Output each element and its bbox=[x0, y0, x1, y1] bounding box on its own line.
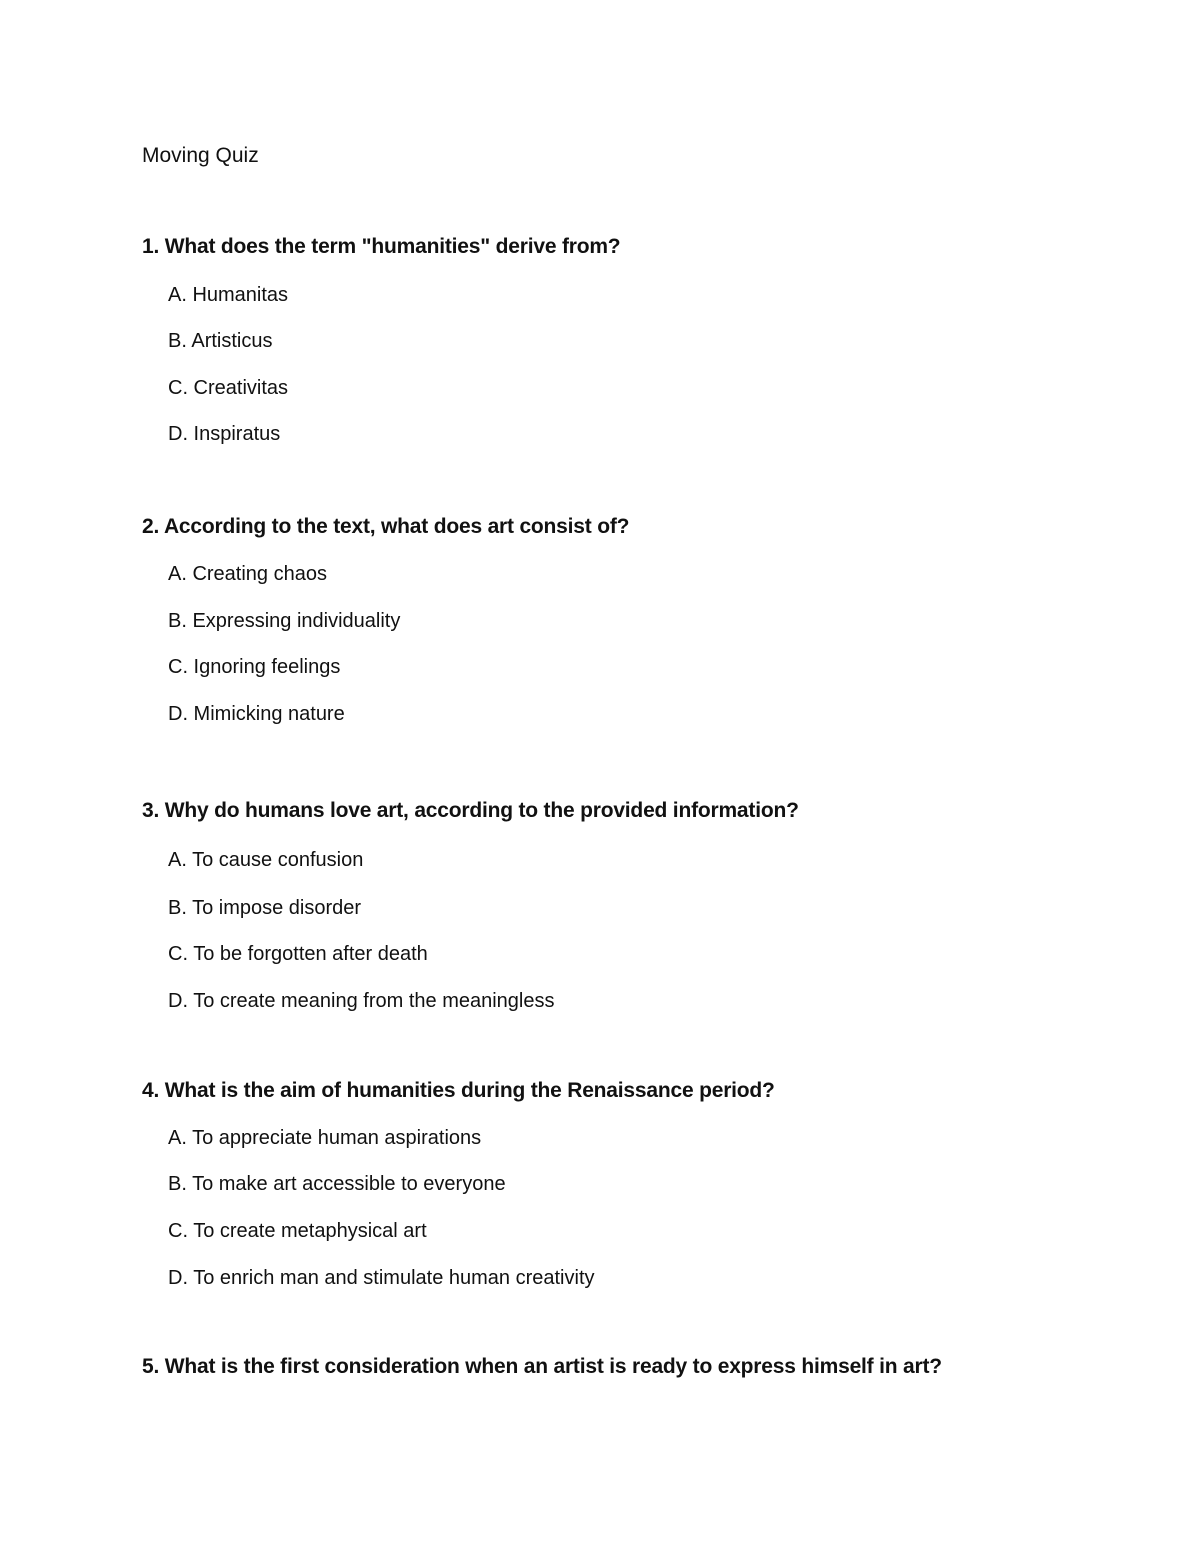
question-1-option-a: A. Humanitas bbox=[168, 284, 289, 306]
question-3-option-a: A. To cause confusion bbox=[168, 849, 364, 871]
question-4: 4. What is the aim of humanities during the Renaissance period? bbox=[142, 1079, 775, 1102]
question-4-option-b: B. To make art accessible to everyone bbox=[168, 1173, 506, 1195]
question-1-option-b: B. Artisticus bbox=[168, 330, 273, 352]
question-2-option-b: B. Expressing individuality bbox=[168, 610, 401, 632]
question-3-option-c: C. To be forgotten after death bbox=[168, 943, 428, 965]
question-1-option-d: D. Inspiratus bbox=[168, 423, 281, 445]
question-5: 5. What is the first consideration when an artist is ready to express himself in art? bbox=[142, 1355, 942, 1378]
question-4-option-d: D. To enrich man and stimulate human creativity bbox=[168, 1267, 595, 1289]
question-2-option-a: A. Creating chaos bbox=[168, 563, 327, 585]
question-1: 1. What does the term "humanities" derive from? bbox=[142, 235, 621, 258]
document-title: Moving Quiz bbox=[142, 144, 259, 167]
question-3-option-b: B. To impose disorder bbox=[168, 897, 362, 919]
question-2-option-c: C. Ignoring feelings bbox=[168, 656, 341, 678]
question-4-option-a: A. To appreciate human aspirations bbox=[168, 1127, 482, 1149]
question-1-option-c: C. Creativitas bbox=[168, 377, 289, 399]
question-2: 2. According to the text, what does art consist of? bbox=[142, 515, 630, 538]
question-3: 3. Why do humans love art, according to the provided information? bbox=[142, 799, 799, 822]
question-2-option-d: D. Mimicking nature bbox=[168, 703, 345, 725]
question-4-option-c: C. To create metaphysical art bbox=[168, 1220, 427, 1242]
question-3-option-d: D. To create meaning from the meaningless bbox=[168, 990, 555, 1012]
